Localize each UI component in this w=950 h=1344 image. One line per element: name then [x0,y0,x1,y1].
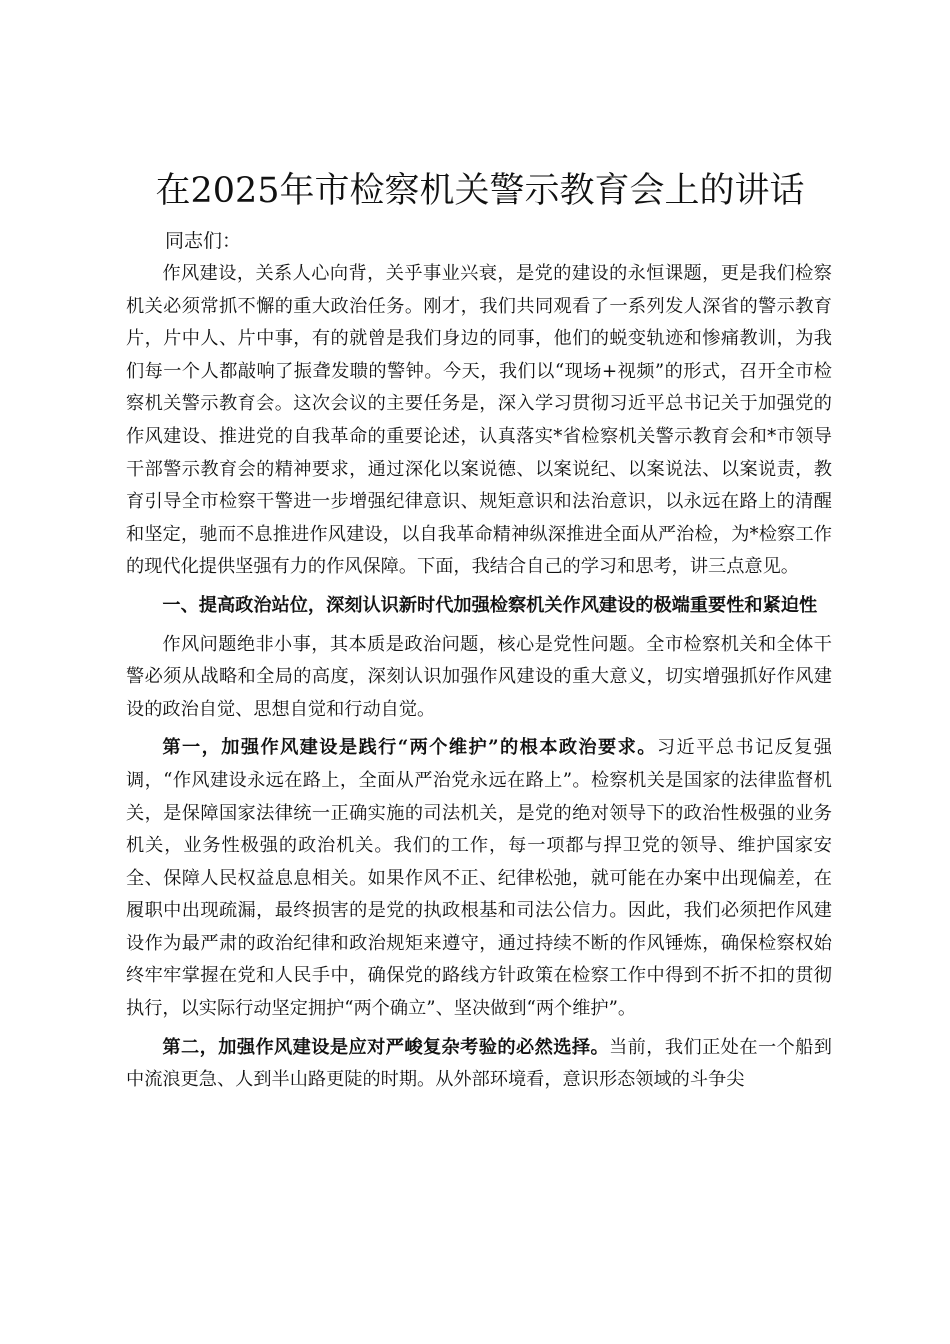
paragraph-section-1-intro [126,629,832,727]
section-heading-text: 一、提高政治站位，深刻认识新时代加强检察机关作风建设的极端重要性和紧迫性 [162,594,818,616]
paragraph-text: 作风问题绝非小事，其本质是政治问题，核心是党性问题。全市检察机关和全体干警必须从战略和全局的高度，深刻认识加强作风建设的重大意义，切实增强抓好作风建设的政治自觉、思想自觉和行动自觉。 [126,633,832,720]
salutation: 同志们： [165,230,242,252]
paragraph-point-1 [126,732,832,1025]
document-title: 在2025年市检察机关警示教育会上的讲话 [155,171,805,211]
paragraph-text: 作风建设，关系人心向背，关乎事业兴衰，是党的建设的永恒课题，更是我们检察机关必须常抓不懈的重大政治任务。刚才，我们共同观看了一系列发人深省的警示教育片，片中人、片中事，有的就曾是我们身边的同事，他们的蜕变轨迹和惨痛教训，为我们每一个人都敲响了振聋发聩的警钟。今天，我们以“现场+视频”的形式，召开全市检察机关警示教育会。这次会议的主要任务是，深入学习贯彻习近平总书记关于加强党的作风建设、推进党的自我革命的重要论述，认真落实*省检察机关警示教育会和*市领导干部警示教育会的精神要求，通过深化以案说德、以案说纪、以案说法、以案说责，教育引导全市检察干警进一步增强纪律意识、规矩意识和法治意识，以永远在路上的清醒和坚定，驰而不息推进作风建设，以自我革命精神纵深推进全面从严治检，为*检察工作的现代化提供坚强有力的作风保障。下面，我结合自己的学习和思考，讲三点意见。 [126,263,832,578]
paragraph-point-2 [126,1032,832,1097]
paragraph-text: 当前，我们正处在一个船到中流浪更急、人到半山路更陡的时期。从外部环境看，意识形态领域的斗争尖 [126,1036,832,1091]
paragraph-lead: 第二，加强作风建设是应对严峻复杂考验的必然选择。 [162,1036,610,1058]
document-body [126,258,832,1097]
paragraph-intro [126,258,832,584]
paragraph-text: 习近平总书记反复强调，“作风建设永远在路上，全面从严治党永远在路上”。检察机关是国家的法律监督机关，是保障国家法律统一正确实施的司法机关，是党的绝对领导下的政治性极强的业务机关，业务性极强的政治机关。我们的工作，每一项都与捍卫党的领导、维护国家安全、保障人民权益息息相关。如果作风不正、纪律松弛，就可能在办案中出现偏差，在履职中出现疏漏，最终损害的是党的执政根基和司法公信力。因此，我们必须把作风建设作为最严肃的政治纪律和政治规矩来遵守，通过持续不断的作风锤炼，确保检察权始终牢牢掌握在党和人民手中，确保党的路线方针政策在检察工作中得到不折不扣的贯彻执行，以实际行动坚定拥护“两个确立”、坚决做到“两个维护”。 [126,737,832,1020]
section-heading-1 [126,590,832,623]
paragraph-lead: 第一，加强作风建设是践行“两个维护”的根本政治要求。 [162,737,657,759]
